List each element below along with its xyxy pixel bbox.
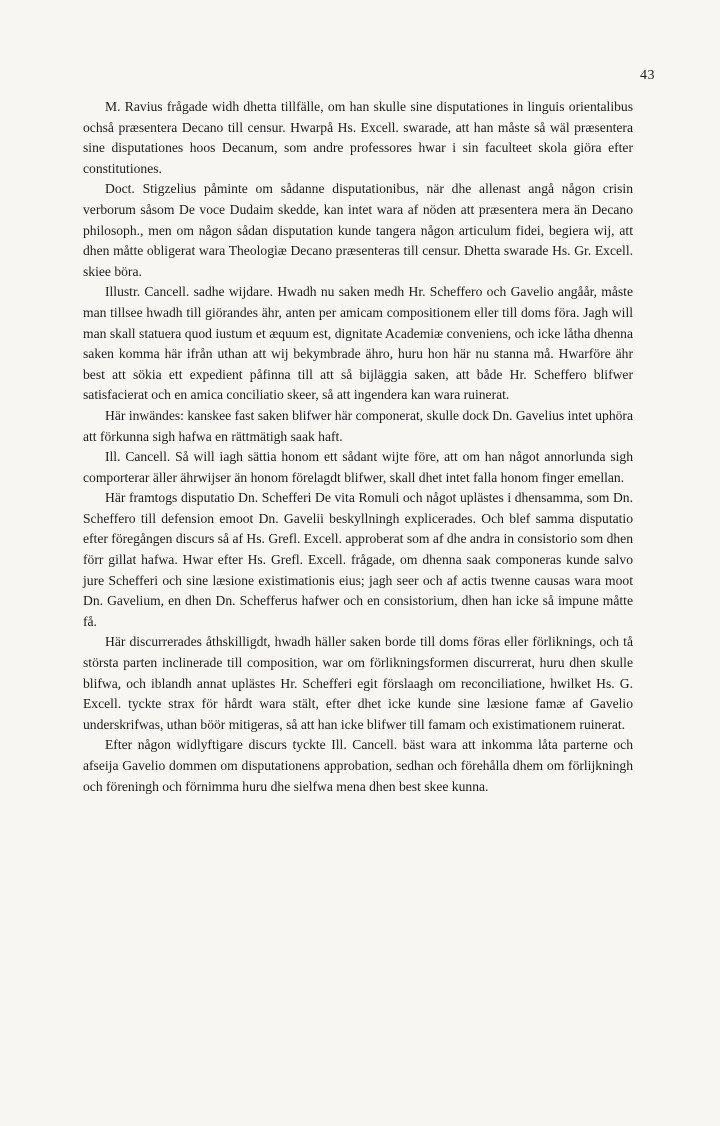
paragraph: Illustr. Cancell. sadhe wijdare. Hwadh nu saken medh Hr. Scheffero och Gavelio angåår, måste man tillsee hwadh till giörandes ähr, anten per amicam compositionem eller till doms föra. Jagh will man skall statuera quod iustum et æquum est, dignitate Academiæ conveniens, och icke låtha dhenna saken komma här ifrån uthan att wij bekymbrade ähro, huru hon här nu stanna må. Hwarföre ähr best att sökia ett expedient påfinna till att så bijläggia saken, att både Hr. Scheffero blifwer satisfacierat och en amica conciliatio skeer, så att ingendera kan wara ruinerat. bbox=[83, 284, 633, 403]
page-number: 43 bbox=[640, 68, 655, 83]
paragraph: M. Ravius frågade widh dhetta tillfälle, om han skulle sine disputationes in linguis orientalibus ochså præsentera Decano till censur. Hwarpå Hs. Excell. swarade, att han måste så wäl præsentera sine disputationes hoos Decanum, som andre professores hwar i sin faculteet skola giöra efter constitutiones. bbox=[83, 99, 633, 176]
paragraph: Doct. Stigzelius påminte om sådanne disputationibus, när dhe allenast angå någon crisin verborum såsom De voce Dudaim skedde, kan intet wara af nöden att præsentera mera än Decano philosoph., men om någon sådan disputation kunde tangera någon articulum fidei, begiera wij, att dhen måtte obligerat wara Theologiæ Decano præsenteras till censur. Dhetta swarade Hs. Gr. Excell. skiee böra. bbox=[83, 181, 633, 279]
paragraph: Ill. Cancell. Så will iagh sättia honom ett sådant wijte före, att om han något annorlunda sigh comporterar äller ährwijser än honom förelagdt blifwer, skall dhet intet falla honom finger emellan. bbox=[83, 449, 633, 485]
paragraph: Efter någon widlyftigare discurs tyckte Ill. Cancell. bäst wara att inkomma låta parterne och afseija Gavelio dommen om disputationens approbation, sedhan och förehålla dhem om förlijkningh och föreningh och förnimma huru dhe sielfwa mena dhen best skee kunna. bbox=[83, 737, 633, 794]
paragraph: Här framtogs disputatio Dn. Schefferi De vita Romuli och något uplästes i dhensamma, som Dn. Scheffero till defension emoot Dn. Gavelii beskyllningh explicerades. Och blef samma disputatio efter föregången discurs så af Hs. Grefl. Excell. approberat som af dhe andra in consistorio som dhen förr gillat hafwa. Hwar efter Hs. Grefl. Excell. frågade, om dhenna saak componeras kunde salvo jure Schefferi och sine læsione existimationis eius; jagh seer och af actis twenne causas wara moot Dn. Gavelium, en dhen Dn. Schefferus hafwer och en consistorium, dhen han icke så impune måtte få. bbox=[83, 490, 633, 629]
body-text bbox=[83, 97, 633, 797]
paragraph: Här inwändes: kanskee fast saken blifwer här componerat, skulle dock Dn. Gavelius intet uphöra att förkunna sigh hafwa en rättmätigh saak haft. bbox=[83, 407, 633, 444]
paragraph: Här discurrerades åthskilligdt, hwadh häller saken borde till doms föras eller förliknings, och tå största parten inclinerade till composition, war om förlikningsformen discurrerat, huru dhen skulle blifwa, och iblandh annat uplästes Hr. Schefferi egit förslaagh om reconciliatione, hwilket Hs. G. Excell. tyckte strax för hårdt wara stält, efter dhet icke kunde sine læsione famæ af Gavelio underskrifwas, uthan böör mitigeras, så att han icke blifwer till famam och existimationem ruinerat. bbox=[83, 634, 633, 732]
